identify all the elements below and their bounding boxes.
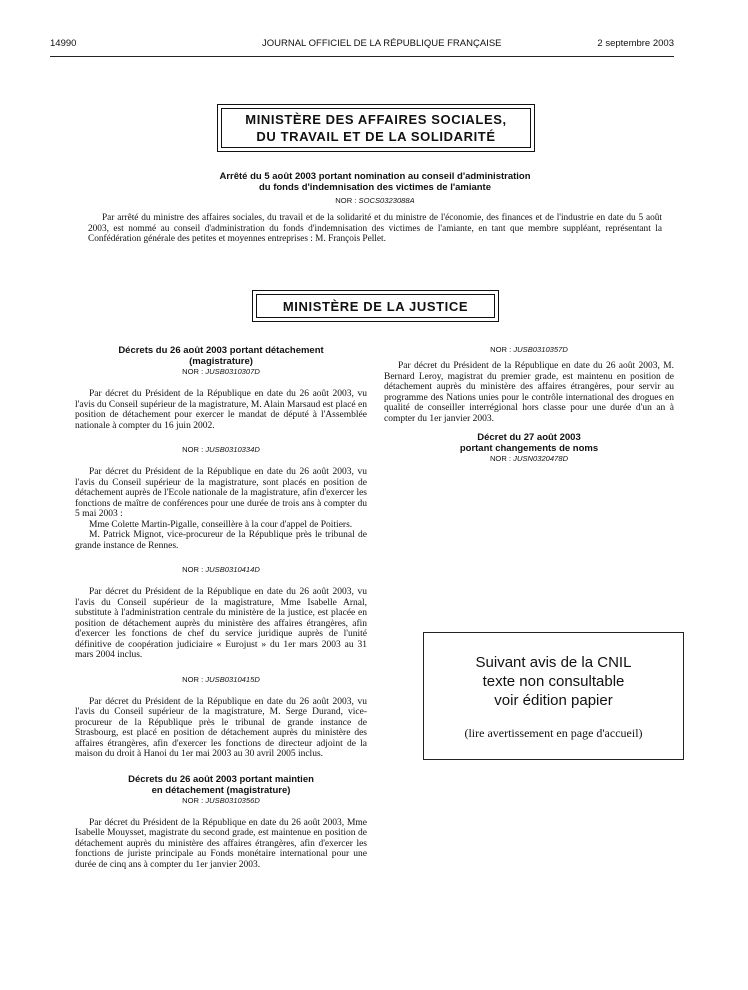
right-column (384, 345, 674, 464)
nor-code: JUSB0310414D (205, 565, 260, 574)
cnil-line4: (lire avertissement en page d'accueil) (464, 726, 643, 740)
ministry-justice-title: MINISTÈRE DE LA JUSTICE (282, 298, 469, 314)
decree-text-5: Par décret du Président de la République en date du 26 août 2003, Mme Isabelle Mouysset, magistrate du second grade, est maintenue en position de détachement auprès du ministère des affaires étrangères, afin d'exercer les fonctions de juriste principale au Fonds monétaire international pour une durée de cinq ans à compter du 1er janvier 2003. (75, 817, 367, 870)
cnil-line1: Suivant avis de la CNIL (475, 654, 632, 671)
nor-label: NOR : (182, 565, 204, 574)
nor7 (384, 454, 674, 464)
decree-text-4: Par décret du Président de la République en date du 26 août 2003, vu l'avis du Conseil supérieur de la magistrature, M. Serge Durand, vice-procureur de la République près le tribunal de grande instance de Strasbourg, est placé en position de détachement auprès du ministère des affaires étrangères, afin d'exercer les fonctions de directeur adjoint de la maison du droit à Hanoi du 1er mai 2003 au 30 avril 2005 inclus. (75, 696, 367, 759)
nor-code: JUSB0310357D (513, 345, 568, 354)
header-rule (50, 56, 674, 57)
arrete-section (88, 171, 662, 245)
nor-code: JUSB0310415D (205, 674, 260, 684)
decrees2-title-line2: en détachement (magistrature) (151, 784, 291, 796)
nor-label: NOR : (490, 345, 512, 354)
nor-label: NOR : (182, 795, 204, 805)
decree-text-2c: M. Patrick Mignot, vice-procureur de la République près le tribunal de grande instance de Rennes. (75, 530, 367, 551)
nor-code: JUSN0320478D (513, 454, 569, 463)
cnil-line3: voir édition papier (494, 692, 613, 709)
nor-label: NOR : (182, 367, 204, 376)
decree-text-3: Par décret du Président de la République en date du 26 août 2003, vu l'avis du Conseil supérieur de la magistrature, Mme Isabelle Arnal, substitute à l'administration centrale du ministère de la justice, est placée en position de détachement auprès du ministère des affaires étrangères, afin d'exercer les fonctions de chef du service juridique auprès de l'unité définitive de coopération judiciaire « Eurojust » du 1er mars 2003 au 31 mars 2004 inclus. (75, 587, 367, 660)
nor4 (75, 675, 367, 685)
decree-text-2: Par décret du Président de la République en date du 26 août 2003, vu l'avis du Conseil supérieur de la magistrature, sont placés en position de détachement auprès de l'Ecole nationale de la magistrature, afin d'exercer les fonctions de maître de conférences pour une durée de trois ans à compter du 5 mai 2003 : (75, 467, 367, 519)
decree3-title-line1: Décret du 27 août 2003 (477, 432, 581, 443)
decrees2-title-line1: Décrets du 26 août 2003 portant maintien (128, 773, 314, 785)
ministry-social-title-line2: DU TRAVAIL ET DE LA SOLIDARITÉ (256, 129, 496, 144)
journal-title: JOURNAL OFFICIEL DE LA RÉPUBLIQUE FRANÇAISE (262, 38, 502, 49)
publication-date: 2 septembre 2003 (597, 38, 674, 49)
nor-code: JUSB0310356D (205, 795, 260, 805)
nor6 (384, 345, 674, 355)
nor-code: SOCS0323088A (358, 196, 415, 205)
cnil-line2: texte non consultable (482, 673, 625, 690)
nor1 (75, 367, 367, 377)
cnil-notice-text (424, 653, 683, 710)
arrete-title-line2: du fonds d'indemnisation des victimes de l'amiante (258, 182, 492, 193)
nor-label: NOR : (182, 445, 204, 454)
arrete-title-line1: Arrêté du 5 août 2003 portant nomination au conseil d'administration (219, 171, 531, 182)
nor5 (75, 796, 367, 806)
ministry-social-title-box (217, 104, 535, 152)
nor-code: JUSB0310307D (205, 367, 260, 376)
ministry-justice-title-box (252, 290, 499, 322)
decree3-title-line2: portant changements de noms (459, 443, 599, 454)
nor-label: NOR : (182, 674, 204, 684)
cnil-notice-box (423, 632, 684, 760)
decree-text-6: Par décret du Président de la République en date du 26 août 2003, M. Bernard Leroy, magistrat du premier grade, est maintenu en position de détachement auprès du ministère des affaires étrangères, pour servir au programme des Nations unies pour le contrôle international des drogues en qualité de conseiller interrégional hors classe pour une durée d'un an à compter du 1er janvier 2003. (384, 361, 674, 424)
decree-text-1: Par décret du Président de la République en date du 26 août 2003, vu l'avis du Conseil supérieur de la magistrature, M. Alain Marsaud est placé en position de détachement pour exercer le mandat de député à l'Assemblée nationale à compter du 16 juin 2002. (75, 389, 367, 431)
nor-label: NOR : (335, 196, 357, 205)
arrete-text: Par arrêté du ministre des affaires sociales, du travail et de la solidarité et du ministre de l'économie, des finances et de l'industrie en date du 5 août 2003, est nommé au conseil d'administration du fonds d'indemnisation des victimes de l'amiante, en tant que membre suppléant, représentant la Confédération générale des petites et moyennes entreprises : M. François Pellet. (88, 213, 662, 244)
page-header (50, 38, 674, 54)
decree-text-2b: Mme Colette Martin-Pigalle, conseillère à la cour d'appel de Poitiers. (89, 519, 353, 530)
nor3 (75, 565, 367, 575)
page-number: 14990 (50, 38, 77, 49)
nor-code: JUSB0310334D (205, 445, 260, 454)
nor2 (75, 445, 367, 455)
decrees1-title-line1: Décrets du 26 août 2003 portant détachement (118, 345, 324, 356)
ministry-social-title-line1: MINISTÈRE DES AFFAIRES SOCIALES, (245, 112, 507, 127)
nor-label: NOR : (489, 454, 512, 463)
decrees1-title-line2: (magistrature) (189, 356, 253, 367)
left-column (75, 345, 367, 870)
arrete-nor (88, 196, 662, 206)
